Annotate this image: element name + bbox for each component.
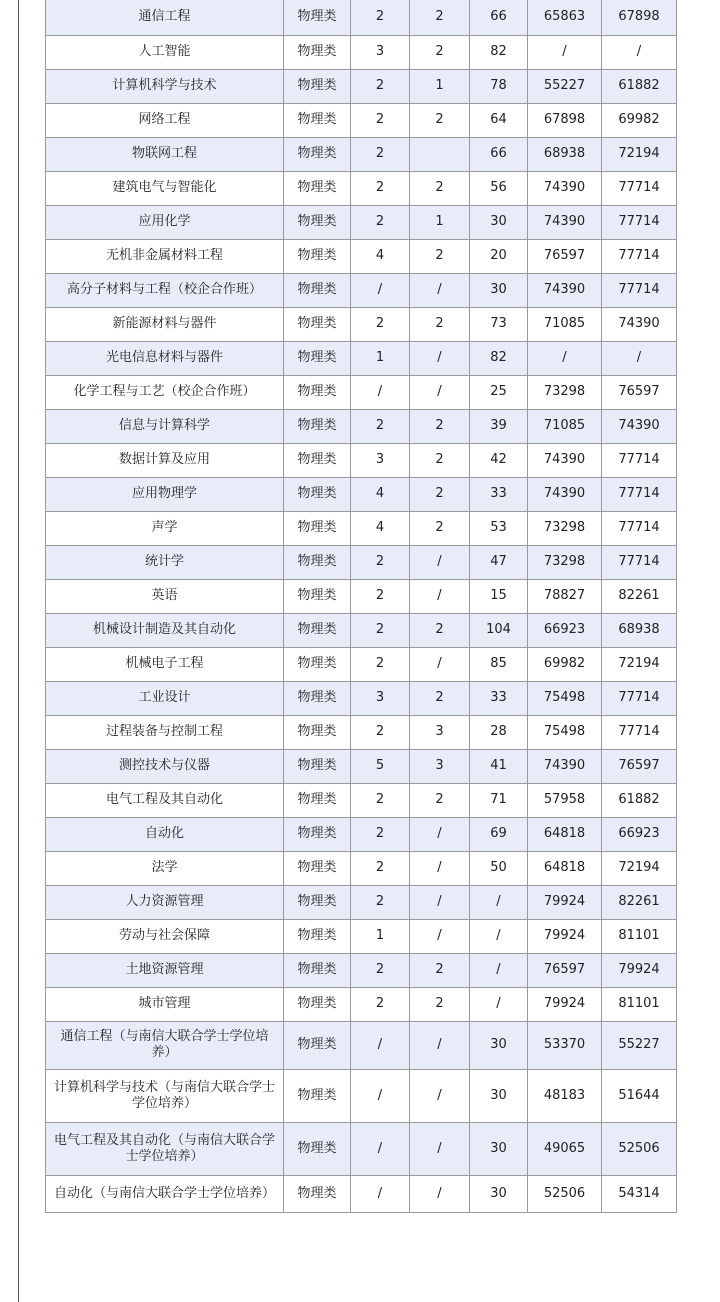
- subject-type-cell: 物理类: [284, 35, 351, 69]
- rank-low-cell: 74390: [528, 171, 602, 205]
- subject-type-cell: 物理类: [284, 885, 351, 919]
- count-a-cell: /: [351, 1175, 410, 1212]
- major-name-cell: 光电信息材料与器件: [46, 341, 284, 375]
- rank-high-cell: /: [602, 341, 677, 375]
- rank-high-cell: /: [602, 35, 677, 69]
- table-row: [46, 885, 677, 919]
- plan-count-cell: 56: [470, 171, 528, 205]
- rank-high-cell: 76597: [602, 375, 677, 409]
- count-b-cell: /: [410, 273, 470, 307]
- rank-high-cell: 74390: [602, 409, 677, 443]
- rank-low-cell: 65863: [528, 0, 602, 35]
- subject-type-cell: 物理类: [284, 1175, 351, 1212]
- major-name-cell: 计算机科学与技术: [46, 69, 284, 103]
- table-row: [46, 613, 677, 647]
- rank-high-cell: 82261: [602, 579, 677, 613]
- subject-type-cell: 物理类: [284, 375, 351, 409]
- rank-low-cell: /: [528, 35, 602, 69]
- major-name-cell: 工业设计: [46, 681, 284, 715]
- count-a-cell: 4: [351, 477, 410, 511]
- major-name-cell: 人工智能: [46, 35, 284, 69]
- rank-high-cell: 51644: [602, 1069, 677, 1122]
- plan-count-cell: 20: [470, 239, 528, 273]
- plan-count-cell: 42: [470, 443, 528, 477]
- rank-low-cell: 74390: [528, 749, 602, 783]
- major-name-cell: 机械设计制造及其自动化: [46, 613, 284, 647]
- count-a-cell: 5: [351, 749, 410, 783]
- subject-type-cell: 物理类: [284, 579, 351, 613]
- rank-low-cell: 67898: [528, 103, 602, 137]
- rank-high-cell: 77714: [602, 715, 677, 749]
- subject-type-cell: 物理类: [284, 1122, 351, 1175]
- count-a-cell: 2: [351, 69, 410, 103]
- count-a-cell: 2: [351, 647, 410, 681]
- plan-count-cell: 82: [470, 341, 528, 375]
- table-row: [46, 273, 677, 307]
- rank-low-cell: 73298: [528, 545, 602, 579]
- subject-type-cell: 物理类: [284, 0, 351, 35]
- count-a-cell: /: [351, 375, 410, 409]
- count-a-cell: 2: [351, 885, 410, 919]
- major-name-cell: 计算机科学与技术（与南信大联合学士学位培养）: [46, 1069, 284, 1122]
- major-name-cell: 高分子材料与工程（校企合作班）: [46, 273, 284, 307]
- count-a-cell: 2: [351, 715, 410, 749]
- admission-table: [45, 0, 677, 1213]
- plan-count-cell: /: [470, 953, 528, 987]
- table-row: [46, 545, 677, 579]
- count-b-cell: 2: [410, 103, 470, 137]
- count-a-cell: 3: [351, 443, 410, 477]
- major-name-cell: 通信工程: [46, 0, 284, 35]
- major-name-cell: 机械电子工程: [46, 647, 284, 681]
- rank-low-cell: 79924: [528, 987, 602, 1021]
- rank-high-cell: 77714: [602, 545, 677, 579]
- count-a-cell: 3: [351, 35, 410, 69]
- plan-count-cell: 25: [470, 375, 528, 409]
- table-row: [46, 511, 677, 545]
- major-name-cell: 人力资源管理: [46, 885, 284, 919]
- rank-low-cell: 55227: [528, 69, 602, 103]
- table-row: [46, 477, 677, 511]
- table-row: [46, 953, 677, 987]
- rank-low-cell: 75498: [528, 681, 602, 715]
- count-b-cell: /: [410, 851, 470, 885]
- count-b-cell: /: [410, 919, 470, 953]
- table-row: [46, 0, 677, 35]
- major-name-cell: 自动化: [46, 817, 284, 851]
- plan-count-cell: 69: [470, 817, 528, 851]
- table-row: [46, 1069, 677, 1122]
- rank-low-cell: 78827: [528, 579, 602, 613]
- count-b-cell: 2: [410, 171, 470, 205]
- count-a-cell: 2: [351, 987, 410, 1021]
- table-row: [46, 443, 677, 477]
- rank-high-cell: 77714: [602, 239, 677, 273]
- rank-high-cell: 77714: [602, 443, 677, 477]
- count-a-cell: 2: [351, 0, 410, 35]
- count-a-cell: 1: [351, 919, 410, 953]
- table-row: [46, 851, 677, 885]
- count-b-cell: 1: [410, 205, 470, 239]
- plan-count-cell: 66: [470, 0, 528, 35]
- count-b-cell: 2: [410, 239, 470, 273]
- rank-low-cell: 64818: [528, 817, 602, 851]
- major-name-cell: 过程装备与控制工程: [46, 715, 284, 749]
- plan-count-cell: 28: [470, 715, 528, 749]
- count-a-cell: /: [351, 1122, 410, 1175]
- plan-count-cell: 85: [470, 647, 528, 681]
- subject-type-cell: 物理类: [284, 137, 351, 171]
- table-row: [46, 681, 677, 715]
- count-b-cell: 3: [410, 749, 470, 783]
- rank-low-cell: 76597: [528, 953, 602, 987]
- count-b-cell: /: [410, 341, 470, 375]
- major-name-cell: 信息与计算科学: [46, 409, 284, 443]
- major-name-cell: 通信工程（与南信大联合学士学位培养）: [46, 1021, 284, 1069]
- major-name-cell: 应用化学: [46, 205, 284, 239]
- count-a-cell: 2: [351, 953, 410, 987]
- count-a-cell: 2: [351, 205, 410, 239]
- major-name-cell: 测控技术与仪器: [46, 749, 284, 783]
- table-row: [46, 783, 677, 817]
- rank-high-cell: 72194: [602, 137, 677, 171]
- count-b-cell: /: [410, 1122, 470, 1175]
- subject-type-cell: 物理类: [284, 613, 351, 647]
- count-b-cell: 2: [410, 0, 470, 35]
- plan-count-cell: 82: [470, 35, 528, 69]
- rank-high-cell: 77714: [602, 477, 677, 511]
- table-row: [46, 715, 677, 749]
- plan-count-cell: 47: [470, 545, 528, 579]
- table-row: [46, 579, 677, 613]
- table-row: [46, 1122, 677, 1175]
- count-a-cell: 2: [351, 817, 410, 851]
- major-name-cell: 数据计算及应用: [46, 443, 284, 477]
- plan-count-cell: 33: [470, 477, 528, 511]
- count-a-cell: 3: [351, 681, 410, 715]
- rank-high-cell: 61882: [602, 69, 677, 103]
- count-b-cell: /: [410, 885, 470, 919]
- count-a-cell: 2: [351, 171, 410, 205]
- rank-low-cell: 57958: [528, 783, 602, 817]
- rank-low-cell: 74390: [528, 205, 602, 239]
- table-row: [46, 987, 677, 1021]
- count-b-cell: /: [410, 817, 470, 851]
- plan-count-cell: 30: [470, 1021, 528, 1069]
- plan-count-cell: /: [470, 885, 528, 919]
- count-b-cell: 2: [410, 409, 470, 443]
- count-a-cell: 2: [351, 579, 410, 613]
- rank-low-cell: 74390: [528, 273, 602, 307]
- rank-low-cell: 76597: [528, 239, 602, 273]
- left-border-line: [18, 0, 19, 1302]
- rank-low-cell: 74390: [528, 443, 602, 477]
- major-name-cell: 法学: [46, 851, 284, 885]
- subject-type-cell: 物理类: [284, 545, 351, 579]
- subject-type-cell: 物理类: [284, 239, 351, 273]
- subject-type-cell: 物理类: [284, 919, 351, 953]
- major-name-cell: 声学: [46, 511, 284, 545]
- subject-type-cell: 物理类: [284, 477, 351, 511]
- subject-type-cell: 物理类: [284, 273, 351, 307]
- subject-type-cell: 物理类: [284, 511, 351, 545]
- count-a-cell: 4: [351, 511, 410, 545]
- plan-count-cell: 104: [470, 613, 528, 647]
- rank-low-cell: 52506: [528, 1175, 602, 1212]
- major-name-cell: 劳动与社会保障: [46, 919, 284, 953]
- major-name-cell: 电气工程及其自动化: [46, 783, 284, 817]
- table-row: [46, 171, 677, 205]
- rank-high-cell: 55227: [602, 1021, 677, 1069]
- plan-count-cell: 30: [470, 1175, 528, 1212]
- table-row: [46, 103, 677, 137]
- subject-type-cell: 物理类: [284, 307, 351, 341]
- count-b-cell: 2: [410, 783, 470, 817]
- count-b-cell: /: [410, 545, 470, 579]
- table-row: [46, 375, 677, 409]
- count-b-cell: /: [410, 1175, 470, 1212]
- rank-low-cell: 68938: [528, 137, 602, 171]
- count-b-cell: 1: [410, 69, 470, 103]
- major-name-cell: 城市管理: [46, 987, 284, 1021]
- rank-low-cell: 53370: [528, 1021, 602, 1069]
- plan-count-cell: 15: [470, 579, 528, 613]
- subject-type-cell: 物理类: [284, 103, 351, 137]
- plan-count-cell: 30: [470, 205, 528, 239]
- rank-low-cell: 73298: [528, 375, 602, 409]
- rank-low-cell: /: [528, 341, 602, 375]
- subject-type-cell: 物理类: [284, 443, 351, 477]
- count-b-cell: 2: [410, 613, 470, 647]
- rank-high-cell: 52506: [602, 1122, 677, 1175]
- table-row: [46, 409, 677, 443]
- rank-low-cell: 75498: [528, 715, 602, 749]
- table-row: [46, 1175, 677, 1212]
- plan-count-cell: 30: [470, 273, 528, 307]
- table-row: [46, 1021, 677, 1069]
- major-name-cell: 统计学: [46, 545, 284, 579]
- major-name-cell: 自动化（与南信大联合学士学位培养）: [46, 1175, 284, 1212]
- count-b-cell: [410, 137, 470, 171]
- count-a-cell: 2: [351, 307, 410, 341]
- subject-type-cell: 物理类: [284, 205, 351, 239]
- subject-type-cell: 物理类: [284, 1021, 351, 1069]
- count-b-cell: /: [410, 1069, 470, 1122]
- table-row: [46, 69, 677, 103]
- table-row: [46, 919, 677, 953]
- table-row: [46, 749, 677, 783]
- major-name-cell: 无机非金属材料工程: [46, 239, 284, 273]
- subject-type-cell: 物理类: [284, 851, 351, 885]
- count-a-cell: 2: [351, 545, 410, 579]
- rank-high-cell: 68938: [602, 613, 677, 647]
- rank-high-cell: 81101: [602, 987, 677, 1021]
- rank-high-cell: 72194: [602, 851, 677, 885]
- rank-low-cell: 64818: [528, 851, 602, 885]
- rank-high-cell: 54314: [602, 1175, 677, 1212]
- rank-high-cell: 69982: [602, 103, 677, 137]
- major-name-cell: 土地资源管理: [46, 953, 284, 987]
- rank-high-cell: 74390: [602, 307, 677, 341]
- count-b-cell: 2: [410, 307, 470, 341]
- count-b-cell: /: [410, 647, 470, 681]
- subject-type-cell: 物理类: [284, 953, 351, 987]
- major-name-cell: 新能源材料与器件: [46, 307, 284, 341]
- count-a-cell: 2: [351, 783, 410, 817]
- rank-high-cell: 77714: [602, 273, 677, 307]
- subject-type-cell: 物理类: [284, 69, 351, 103]
- rank-high-cell: 72194: [602, 647, 677, 681]
- count-a-cell: 2: [351, 103, 410, 137]
- table-row: [46, 35, 677, 69]
- plan-count-cell: 73: [470, 307, 528, 341]
- subject-type-cell: 物理类: [284, 171, 351, 205]
- rank-high-cell: 79924: [602, 953, 677, 987]
- major-name-cell: 化学工程与工艺（校企合作班）: [46, 375, 284, 409]
- count-b-cell: 2: [410, 511, 470, 545]
- major-name-cell: 英语: [46, 579, 284, 613]
- plan-count-cell: /: [470, 987, 528, 1021]
- major-name-cell: 建筑电气与智能化: [46, 171, 284, 205]
- table-body: [46, 0, 677, 1212]
- rank-low-cell: 66923: [528, 613, 602, 647]
- count-a-cell: 2: [351, 409, 410, 443]
- subject-type-cell: 物理类: [284, 1069, 351, 1122]
- major-name-cell: 电气工程及其自动化（与南信大联合学士学位培养）: [46, 1122, 284, 1175]
- plan-count-cell: 41: [470, 749, 528, 783]
- count-b-cell: 2: [410, 35, 470, 69]
- rank-low-cell: 49065: [528, 1122, 602, 1175]
- plan-count-cell: /: [470, 919, 528, 953]
- plan-count-cell: 33: [470, 681, 528, 715]
- plan-count-cell: 64: [470, 103, 528, 137]
- rank-high-cell: 77714: [602, 205, 677, 239]
- count-a-cell: 2: [351, 613, 410, 647]
- rank-high-cell: 76597: [602, 749, 677, 783]
- major-name-cell: 物联网工程: [46, 137, 284, 171]
- rank-high-cell: 77714: [602, 681, 677, 715]
- table-row: [46, 205, 677, 239]
- count-a-cell: /: [351, 1021, 410, 1069]
- count-b-cell: 2: [410, 681, 470, 715]
- table-row: [46, 341, 677, 375]
- rank-high-cell: 61882: [602, 783, 677, 817]
- plan-count-cell: 30: [470, 1069, 528, 1122]
- rank-low-cell: 48183: [528, 1069, 602, 1122]
- subject-type-cell: 物理类: [284, 341, 351, 375]
- count-a-cell: 2: [351, 851, 410, 885]
- count-b-cell: 2: [410, 443, 470, 477]
- rank-low-cell: 79924: [528, 919, 602, 953]
- table-row: [46, 817, 677, 851]
- rank-high-cell: 67898: [602, 0, 677, 35]
- rank-low-cell: 74390: [528, 477, 602, 511]
- plan-count-cell: 78: [470, 69, 528, 103]
- rank-low-cell: 79924: [528, 885, 602, 919]
- major-name-cell: 应用物理学: [46, 477, 284, 511]
- count-b-cell: 2: [410, 953, 470, 987]
- subject-type-cell: 物理类: [284, 681, 351, 715]
- count-a-cell: 1: [351, 341, 410, 375]
- plan-count-cell: 50: [470, 851, 528, 885]
- subject-type-cell: 物理类: [284, 749, 351, 783]
- plan-count-cell: 53: [470, 511, 528, 545]
- count-a-cell: /: [351, 1069, 410, 1122]
- count-b-cell: 3: [410, 715, 470, 749]
- table-row: [46, 647, 677, 681]
- table-row: [46, 307, 677, 341]
- table-row: [46, 239, 677, 273]
- rank-high-cell: 77714: [602, 511, 677, 545]
- rank-low-cell: 71085: [528, 409, 602, 443]
- count-b-cell: /: [410, 375, 470, 409]
- rank-high-cell: 77714: [602, 171, 677, 205]
- plan-count-cell: 39: [470, 409, 528, 443]
- count-b-cell: /: [410, 1021, 470, 1069]
- count-b-cell: 2: [410, 987, 470, 1021]
- rank-low-cell: 73298: [528, 511, 602, 545]
- subject-type-cell: 物理类: [284, 817, 351, 851]
- subject-type-cell: 物理类: [284, 987, 351, 1021]
- rank-high-cell: 81101: [602, 919, 677, 953]
- count-b-cell: /: [410, 579, 470, 613]
- count-a-cell: /: [351, 273, 410, 307]
- table-row: [46, 137, 677, 171]
- count-b-cell: 2: [410, 477, 470, 511]
- count-a-cell: 4: [351, 239, 410, 273]
- rank-high-cell: 82261: [602, 885, 677, 919]
- subject-type-cell: 物理类: [284, 715, 351, 749]
- subject-type-cell: 物理类: [284, 647, 351, 681]
- subject-type-cell: 物理类: [284, 409, 351, 443]
- count-a-cell: 2: [351, 137, 410, 171]
- rank-low-cell: 69982: [528, 647, 602, 681]
- plan-count-cell: 66: [470, 137, 528, 171]
- rank-low-cell: 71085: [528, 307, 602, 341]
- plan-count-cell: 71: [470, 783, 528, 817]
- rank-high-cell: 66923: [602, 817, 677, 851]
- plan-count-cell: 30: [470, 1122, 528, 1175]
- major-name-cell: 网络工程: [46, 103, 284, 137]
- subject-type-cell: 物理类: [284, 783, 351, 817]
